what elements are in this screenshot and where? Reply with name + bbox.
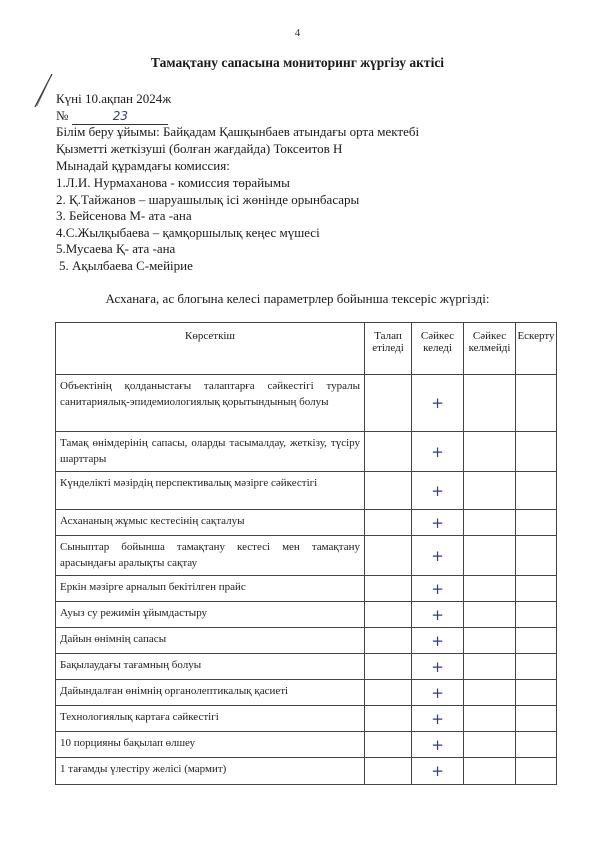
organization-line: Білім беру ұйымы: Байқадам Қашқынбаев атындағы орта мектебі	[56, 124, 420, 139]
table-row	[56, 602, 557, 628]
compliant-mark: +	[412, 654, 464, 680]
act-number-line	[56, 108, 168, 125]
header-required: Талап етіледі	[365, 323, 412, 375]
note-cell	[516, 680, 557, 706]
note-cell	[516, 602, 557, 628]
indicator-cell: Тамақ өнімдерінің сапасы, оларды тасымалдау, жеткізу, түсіру шарттары	[56, 432, 365, 472]
commission-member: 5. Ақылбаева С-мейірие	[59, 258, 193, 273]
noncompliant-cell	[464, 472, 516, 510]
required-cell	[365, 680, 412, 706]
noncompliant-cell	[464, 680, 516, 706]
inspection-intro: Асханаға, ас блогына келесі параметрлер бойынша тексеріс жүргізді:	[105, 291, 490, 306]
indicator-cell: Сыныптар бойынша тамақтану кестесі мен тамақтану арасындағы аралықты сақтау	[56, 536, 365, 576]
page-number: 4	[294, 27, 301, 39]
noncompliant-cell	[464, 706, 516, 732]
noncompliant-cell	[464, 576, 516, 602]
indicator-cell: 10 порцияны бақылап өлшеу	[56, 732, 365, 758]
note-cell	[516, 536, 557, 576]
compliant-mark: +	[412, 628, 464, 654]
noncompliant-cell	[464, 375, 516, 432]
compliant-mark: +	[412, 602, 464, 628]
noncompliant-cell	[464, 432, 516, 472]
table-row	[56, 680, 557, 706]
indicator-cell: Еркін мәзірге арналып бекітілген прайс	[56, 576, 365, 602]
note-cell	[516, 628, 557, 654]
note-cell	[516, 706, 557, 732]
noncompliant-cell	[464, 510, 516, 536]
commission-member: 1.Л.И. Нурмаханова - комиссия төрайымы	[56, 175, 290, 190]
table-row	[56, 628, 557, 654]
required-cell	[365, 536, 412, 576]
table-row	[56, 732, 557, 758]
commission-member: 4.С.Жылқыбаева – қамқоршылық кеңес мүшесі	[56, 225, 320, 240]
commission-member: 3. Бейсенова М- ата -ана	[56, 208, 192, 223]
commission-member: 2. Қ.Тайжанов – шаруашылық ісі жөнінде орынбасары	[56, 192, 360, 207]
document-title: Тамақтану сапасына мониторинг жүргізу актісі	[150, 55, 445, 70]
indicator-cell: Ауыз су режимін ұйымдастыру	[56, 602, 365, 628]
compliant-mark: +	[412, 732, 464, 758]
table-row	[56, 510, 557, 536]
note-cell	[516, 654, 557, 680]
number-label: №	[56, 108, 69, 123]
header-compliant: Сәйкес келеді	[412, 323, 464, 375]
indicator-cell: 1 тағамды үлестіру желісі (мармит)	[56, 758, 365, 785]
note-cell	[516, 732, 557, 758]
required-cell	[365, 510, 412, 536]
indicator-cell: Дайындалған өнімнің органолептикалық қасиеті	[56, 680, 365, 706]
indicator-cell: Асхананың жұмыс кестесінің сақталуы	[56, 510, 365, 536]
required-cell	[365, 732, 412, 758]
indicator-cell: Технологиялық картаға сәйкестігі	[56, 706, 365, 732]
compliant-mark: +	[412, 576, 464, 602]
required-cell	[365, 375, 412, 432]
commission-heading: Мынадай құрамдағы комиссия:	[56, 158, 230, 173]
note-cell	[516, 432, 557, 472]
indicator-cell: Дайын өнімнің сапасы	[56, 628, 365, 654]
required-cell	[365, 472, 412, 510]
noncompliant-cell	[464, 602, 516, 628]
table-row	[56, 536, 557, 576]
compliant-mark: +	[412, 706, 464, 732]
required-cell	[365, 576, 412, 602]
indicator-cell: Күнделікті мәзірдің перспективалық мәзірге сәйкестігі	[56, 472, 365, 510]
table-row	[56, 576, 557, 602]
indicator-cell: Объектінің қолданыстағы талаптарға сәйкестігі туралы санитариялық-эпидемиологиялық қорытындының болуы	[56, 375, 365, 432]
note-cell	[516, 472, 557, 510]
required-cell	[365, 602, 412, 628]
compliant-mark: +	[412, 375, 464, 432]
commission-member: 5.Мусаева Қ- ата -ана	[56, 241, 176, 256]
noncompliant-cell	[464, 758, 516, 785]
handwritten-slash-mark	[32, 72, 54, 110]
compliant-mark: +	[412, 758, 464, 785]
header-note: Ескерту	[516, 323, 557, 375]
table-row	[56, 472, 557, 510]
noncompliant-cell	[464, 628, 516, 654]
required-cell	[365, 628, 412, 654]
table-row	[56, 758, 557, 785]
table-row	[56, 432, 557, 472]
header-noncompliant: Сәйкес келмейді	[464, 323, 516, 375]
compliant-mark: +	[412, 472, 464, 510]
noncompliant-cell	[464, 536, 516, 576]
required-cell	[365, 654, 412, 680]
note-cell	[516, 375, 557, 432]
noncompliant-cell	[464, 654, 516, 680]
note-cell	[516, 510, 557, 536]
required-cell	[365, 706, 412, 732]
note-cell	[516, 758, 557, 785]
supplier-line: Қызметті жеткізуші (болған жағдайда) Токсеитов Н	[56, 141, 343, 156]
required-cell	[365, 432, 412, 472]
table-row	[56, 375, 557, 432]
table-header-row	[56, 323, 557, 375]
date-line: Күні 10.ақпан 2024ж	[56, 91, 172, 106]
inspection-table	[55, 322, 557, 785]
table-row	[56, 654, 557, 680]
header-indicator: Көрсеткіш	[56, 323, 365, 375]
table-row	[56, 706, 557, 732]
handwritten-act-number: 23	[72, 108, 168, 125]
indicator-cell: Бақылаудағы тағамның болуы	[56, 654, 365, 680]
compliant-mark: +	[412, 510, 464, 536]
noncompliant-cell	[464, 732, 516, 758]
compliant-mark: +	[412, 432, 464, 472]
compliant-mark: +	[412, 680, 464, 706]
note-cell	[516, 576, 557, 602]
compliant-mark: +	[412, 536, 464, 576]
required-cell	[365, 758, 412, 785]
